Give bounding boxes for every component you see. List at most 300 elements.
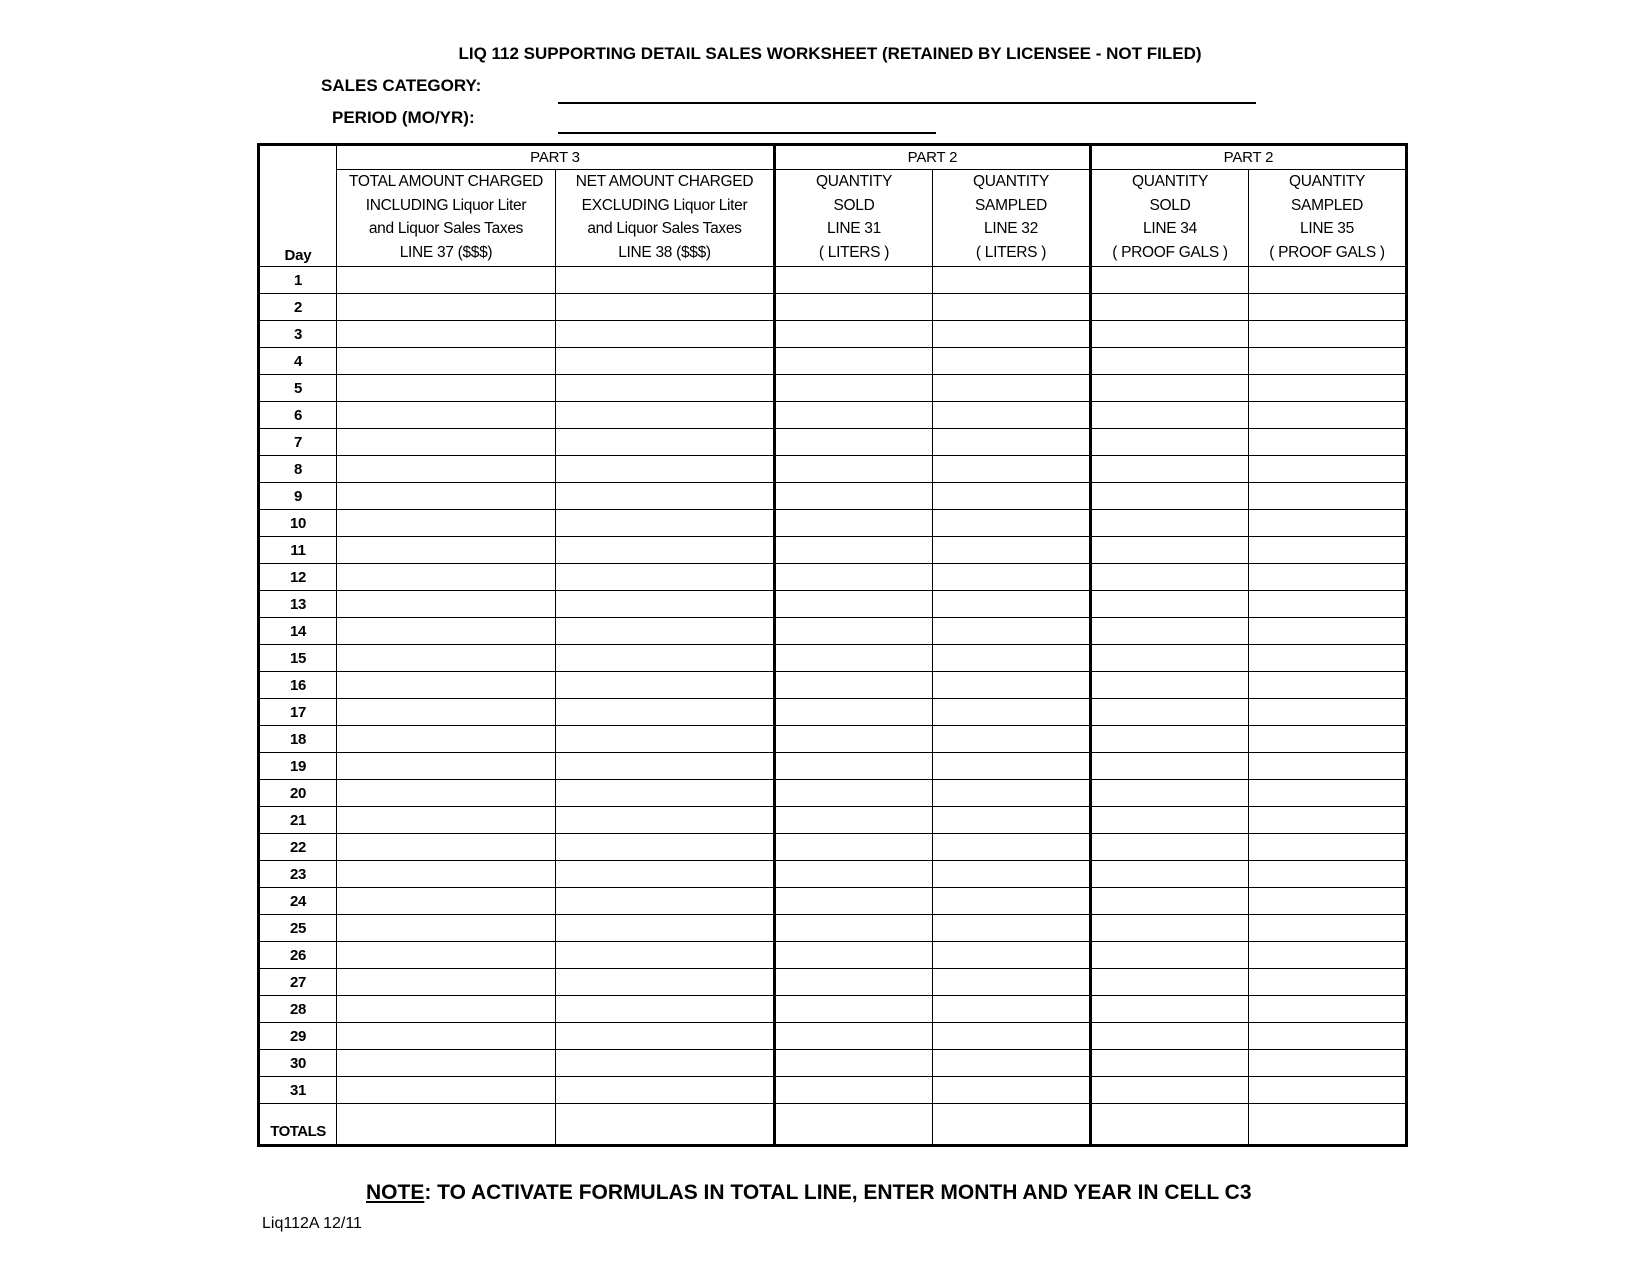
day-number: 19: [259, 753, 337, 780]
entry-cell[interactable]: [775, 942, 933, 969]
entry-cell[interactable]: [933, 753, 1091, 780]
entry-cell[interactable]: [1249, 645, 1407, 672]
entry-cell[interactable]: [337, 1023, 556, 1050]
entry-cell[interactable]: [1091, 645, 1249, 672]
entry-cell[interactable]: [933, 591, 1091, 618]
entry-cell[interactable]: [775, 294, 933, 321]
entry-cell[interactable]: [337, 510, 556, 537]
day-row: [259, 753, 1407, 780]
entry-cell[interactable]: [556, 564, 775, 591]
day-number: 11: [259, 537, 337, 564]
day-number: 24: [259, 888, 337, 915]
column-header-text: ( LITERS ): [818, 243, 890, 261]
entry-cell[interactable]: [1249, 483, 1407, 510]
entry-cell[interactable]: [1091, 969, 1249, 996]
entry-cell[interactable]: [775, 807, 933, 834]
entry-cell[interactable]: [1249, 942, 1407, 969]
day-row: [259, 618, 1407, 645]
entry-cell[interactable]: [933, 267, 1091, 294]
entry-cell[interactable]: [1249, 321, 1407, 348]
entry-cell[interactable]: [337, 537, 556, 564]
column-header-line-35: [1249, 170, 1407, 267]
entry-cell[interactable]: [775, 861, 933, 888]
day-row: [259, 699, 1407, 726]
day-row: [259, 834, 1407, 861]
day-column-header: Day: [259, 145, 337, 267]
day-row: [259, 402, 1407, 429]
entry-cell[interactable]: [556, 321, 775, 348]
day-number: 18: [259, 726, 337, 753]
entry-cell[interactable]: [1091, 402, 1249, 429]
entry-cell[interactable]: [775, 1077, 933, 1104]
entry-cell[interactable]: [556, 807, 775, 834]
entry-cell[interactable]: [337, 834, 556, 861]
column-header-text: LINE 37 ($$$): [399, 243, 493, 261]
entry-cell[interactable]: [933, 537, 1091, 564]
entry-cell[interactable]: [1091, 915, 1249, 942]
entry-cell[interactable]: [556, 1050, 775, 1077]
entry-cell[interactable]: [775, 1104, 933, 1146]
entry-cell[interactable]: [933, 1104, 1091, 1146]
column-header-line-38: [556, 170, 775, 267]
day-number: 22: [259, 834, 337, 861]
entry-cell[interactable]: [775, 591, 933, 618]
entry-cell[interactable]: [337, 429, 556, 456]
column-header-text: LINE 32: [984, 220, 1038, 237]
note-text: : TO ACTIVATE FORMULAS IN TOTAL LINE, ENTER MONTH AND YEAR IN CELL C3: [424, 1181, 1252, 1204]
entry-cell[interactable]: [1249, 726, 1407, 753]
entry-cell[interactable]: [933, 429, 1091, 456]
entry-cell[interactable]: [337, 861, 556, 888]
entry-cell[interactable]: [556, 429, 775, 456]
column-header-text: LINE 34: [1143, 220, 1197, 237]
day-row: [259, 483, 1407, 510]
day-row: [259, 996, 1407, 1023]
entry-cell[interactable]: [775, 456, 933, 483]
day-number: 7: [259, 429, 337, 456]
entry-cell[interactable]: [1091, 510, 1249, 537]
column-header-row: [259, 170, 1407, 267]
day-row: [259, 267, 1407, 294]
day-row: [259, 780, 1407, 807]
column-header-text: SOLD: [1149, 196, 1191, 214]
totals-row: [259, 1104, 1407, 1146]
column-header-text: QUANTITY: [973, 173, 1049, 190]
entry-cell[interactable]: [337, 267, 556, 294]
entry-cell[interactable]: [1249, 699, 1407, 726]
day-row: [259, 294, 1407, 321]
entry-cell[interactable]: [775, 888, 933, 915]
entry-cell[interactable]: [1091, 1077, 1249, 1104]
entry-cell[interactable]: [933, 294, 1091, 321]
entry-cell[interactable]: [556, 645, 775, 672]
entry-cell[interactable]: [556, 456, 775, 483]
entry-cell[interactable]: [556, 699, 775, 726]
entry-cell[interactable]: [556, 942, 775, 969]
entry-cell[interactable]: [1249, 564, 1407, 591]
formula-note: [366, 1181, 1252, 1205]
entry-cell[interactable]: [775, 834, 933, 861]
entry-cell[interactable]: [1249, 780, 1407, 807]
entry-cell[interactable]: [1091, 780, 1249, 807]
entry-cell[interactable]: [933, 510, 1091, 537]
entry-cell[interactable]: [1091, 321, 1249, 348]
day-row: [259, 1023, 1407, 1050]
day-number: 4: [259, 348, 337, 375]
entry-cell[interactable]: [1249, 591, 1407, 618]
entry-cell[interactable]: [933, 618, 1091, 645]
entry-cell[interactable]: [1249, 456, 1407, 483]
day-number: 5: [259, 375, 337, 402]
entry-cell[interactable]: [556, 294, 775, 321]
day-number: 26: [259, 942, 337, 969]
entry-cell[interactable]: [1091, 483, 1249, 510]
entry-cell[interactable]: [1091, 1023, 1249, 1050]
entry-cell[interactable]: [775, 1050, 933, 1077]
entry-cell[interactable]: [933, 483, 1091, 510]
entry-cell[interactable]: [337, 294, 556, 321]
column-header-text: ( PROOF GALS ): [1269, 243, 1385, 261]
entry-cell[interactable]: [933, 942, 1091, 969]
entry-cell[interactable]: [337, 321, 556, 348]
entry-cell[interactable]: [1249, 996, 1407, 1023]
entry-cell[interactable]: [337, 402, 556, 429]
entry-cell[interactable]: [556, 888, 775, 915]
day-row: [259, 456, 1407, 483]
entry-cell[interactable]: [775, 267, 933, 294]
entry-cell[interactable]: [775, 645, 933, 672]
day-row: [259, 645, 1407, 672]
entry-cell[interactable]: [1091, 753, 1249, 780]
entry-cell[interactable]: [1091, 1104, 1249, 1146]
day-row: [259, 564, 1407, 591]
entry-cell[interactable]: [933, 1023, 1091, 1050]
entry-cell[interactable]: [933, 456, 1091, 483]
entry-cell[interactable]: [1249, 1050, 1407, 1077]
note-label: NOTE: [366, 1181, 425, 1204]
entry-cell[interactable]: [556, 726, 775, 753]
entry-cell[interactable]: [337, 726, 556, 753]
part-header: PART 2: [775, 145, 1091, 170]
entry-cell[interactable]: [1091, 1050, 1249, 1077]
column-header-text: QUANTITY: [816, 173, 892, 190]
entry-cell[interactable]: [337, 1050, 556, 1077]
entry-cell[interactable]: [1091, 861, 1249, 888]
entry-cell[interactable]: [556, 996, 775, 1023]
entry-cell[interactable]: [337, 348, 556, 375]
column-header-text: INCLUDING Liquor Liter: [365, 196, 527, 214]
entry-cell[interactable]: [933, 321, 1091, 348]
day-number: 14: [259, 618, 337, 645]
column-header-text: SOLD: [833, 196, 875, 214]
entry-cell[interactable]: [775, 564, 933, 591]
entry-cell[interactable]: [775, 618, 933, 645]
entry-cell[interactable]: [1091, 699, 1249, 726]
day-number: 9: [259, 483, 337, 510]
column-header-text: NET AMOUNT CHARGED: [575, 173, 754, 190]
entry-cell[interactable]: [1091, 618, 1249, 645]
entry-cell[interactable]: [933, 402, 1091, 429]
day-number: 30: [259, 1050, 337, 1077]
day-row: [259, 321, 1407, 348]
column-header-line-31: [775, 170, 933, 267]
entry-cell[interactable]: [337, 780, 556, 807]
entry-cell[interactable]: [337, 753, 556, 780]
entry-cell[interactable]: [1091, 375, 1249, 402]
entry-cell[interactable]: [1091, 537, 1249, 564]
entry-cell[interactable]: [556, 1104, 775, 1146]
entry-cell[interactable]: [556, 375, 775, 402]
day-number: 10: [259, 510, 337, 537]
entry-cell[interactable]: [1091, 429, 1249, 456]
entry-cell[interactable]: [1249, 834, 1407, 861]
entry-cell[interactable]: [775, 321, 933, 348]
entry-cell[interactable]: [775, 915, 933, 942]
day-number: 25: [259, 915, 337, 942]
column-header-text: LINE 38 ($$$): [618, 243, 711, 261]
entry-cell[interactable]: [556, 780, 775, 807]
day-row: [259, 969, 1407, 996]
entry-cell[interactable]: [1249, 618, 1407, 645]
column-header-line-37: [337, 170, 556, 267]
entry-cell[interactable]: [1249, 861, 1407, 888]
column-header-text: TOTAL AMOUNT CHARGED: [348, 173, 544, 190]
entry-cell[interactable]: [775, 969, 933, 996]
entry-cell[interactable]: [1091, 726, 1249, 753]
entry-cell[interactable]: [1091, 456, 1249, 483]
entry-cell[interactable]: [775, 510, 933, 537]
day-number: 16: [259, 672, 337, 699]
entry-cell[interactable]: [556, 915, 775, 942]
entry-cell[interactable]: [337, 564, 556, 591]
entry-cell[interactable]: [1091, 888, 1249, 915]
sales-category-label: SALES CATEGORY:: [321, 76, 482, 95]
period-label: PERIOD (MO/YR):: [332, 108, 475, 127]
entry-cell[interactable]: [1091, 294, 1249, 321]
entry-cell[interactable]: [775, 753, 933, 780]
entry-cell[interactable]: [933, 348, 1091, 375]
part-header-row: [259, 145, 1407, 170]
part-header: PART 2: [1091, 145, 1407, 170]
entry-cell[interactable]: [1249, 537, 1407, 564]
entry-cell[interactable]: [933, 915, 1091, 942]
entry-cell[interactable]: [775, 780, 933, 807]
entry-cell[interactable]: [775, 699, 933, 726]
entry-cell[interactable]: [337, 915, 556, 942]
entry-cell[interactable]: [337, 645, 556, 672]
day-number: 13: [259, 591, 337, 618]
entry-cell[interactable]: [933, 969, 1091, 996]
entry-cell[interactable]: [933, 645, 1091, 672]
day-number: 8: [259, 456, 337, 483]
entry-cell[interactable]: [337, 996, 556, 1023]
day-number: TOTALS: [259, 1104, 337, 1146]
entry-cell[interactable]: [1249, 510, 1407, 537]
entry-cell[interactable]: [556, 1023, 775, 1050]
entry-cell[interactable]: [1249, 1104, 1407, 1146]
entry-cell[interactable]: [1091, 267, 1249, 294]
entry-cell[interactable]: [1249, 915, 1407, 942]
entry-cell[interactable]: [933, 888, 1091, 915]
entry-cell[interactable]: [1091, 834, 1249, 861]
entry-cell[interactable]: [337, 969, 556, 996]
period-field[interactable]: [558, 132, 936, 134]
entry-cell[interactable]: [556, 618, 775, 645]
day-number: 27: [259, 969, 337, 996]
entry-cell[interactable]: [933, 1077, 1091, 1104]
entry-cell[interactable]: [556, 537, 775, 564]
entry-cell[interactable]: [1249, 969, 1407, 996]
column-header-text: and Liquor Sales Taxes: [368, 220, 524, 237]
column-header-text: LINE 35: [1300, 220, 1354, 237]
day-row: [259, 672, 1407, 699]
day-number: 1: [259, 267, 337, 294]
column-header-line-32: [933, 170, 1091, 267]
entry-cell[interactable]: [556, 402, 775, 429]
entry-cell[interactable]: [337, 591, 556, 618]
entry-cell[interactable]: [933, 834, 1091, 861]
entry-cell[interactable]: [1091, 564, 1249, 591]
day-row: [259, 1077, 1407, 1104]
form-id: Liq112A 12/11: [262, 1215, 362, 1232]
day-row: [259, 726, 1407, 753]
entry-cell[interactable]: [556, 483, 775, 510]
column-header-text: ( PROOF GALS ): [1112, 243, 1228, 261]
entry-cell[interactable]: [337, 807, 556, 834]
day-row: [259, 429, 1407, 456]
entry-cell[interactable]: [775, 726, 933, 753]
day-row: [259, 915, 1407, 942]
entry-cell[interactable]: [556, 672, 775, 699]
day-row: [259, 942, 1407, 969]
day-number: 29: [259, 1023, 337, 1050]
entry-cell[interactable]: [933, 996, 1091, 1023]
day-number: 12: [259, 564, 337, 591]
day-row: [259, 1050, 1407, 1077]
entry-cell[interactable]: [933, 672, 1091, 699]
entry-cell[interactable]: [933, 780, 1091, 807]
entry-cell[interactable]: [1249, 807, 1407, 834]
entry-cell[interactable]: [1249, 375, 1407, 402]
entry-cell[interactable]: [1091, 591, 1249, 618]
entry-cell[interactable]: [933, 807, 1091, 834]
entry-cell[interactable]: [1091, 942, 1249, 969]
entry-cell[interactable]: [1249, 888, 1407, 915]
entry-cell[interactable]: [556, 753, 775, 780]
entry-cell[interactable]: [556, 510, 775, 537]
entry-cell[interactable]: [775, 429, 933, 456]
entry-cell[interactable]: [556, 267, 775, 294]
entry-cell[interactable]: [1249, 1023, 1407, 1050]
entry-cell[interactable]: [1091, 672, 1249, 699]
entry-cell[interactable]: [1249, 267, 1407, 294]
day-number: 3: [259, 321, 337, 348]
entry-cell[interactable]: [933, 375, 1091, 402]
day-number: 15: [259, 645, 337, 672]
entry-cell[interactable]: [337, 375, 556, 402]
column-header-text: QUANTITY: [1132, 173, 1208, 190]
entry-cell[interactable]: [1249, 753, 1407, 780]
entry-cell[interactable]: [775, 672, 933, 699]
day-row: [259, 510, 1407, 537]
entry-cell[interactable]: [775, 375, 933, 402]
entry-cell[interactable]: [556, 861, 775, 888]
page-title: LIQ 112 SUPPORTING DETAIL SALES WORKSHEET (RETAINED BY LICENSEE - NOT FILED): [458, 44, 1202, 63]
entry-cell[interactable]: [337, 456, 556, 483]
entry-cell[interactable]: [1091, 807, 1249, 834]
entry-cell[interactable]: [775, 402, 933, 429]
entry-cell[interactable]: [933, 861, 1091, 888]
part-header: PART 3: [337, 145, 775, 170]
entry-cell[interactable]: [775, 348, 933, 375]
entry-cell[interactable]: [933, 564, 1091, 591]
day-row: [259, 888, 1407, 915]
entry-cell[interactable]: [337, 888, 556, 915]
day-row: [259, 807, 1407, 834]
column-header-text: QUANTITY: [1289, 173, 1365, 190]
day-row: [259, 375, 1407, 402]
entry-cell[interactable]: [1249, 429, 1407, 456]
column-header-text: SAMPLED: [1291, 196, 1363, 214]
column-header-text: ( LITERS ): [975, 243, 1047, 261]
entry-cell[interactable]: [556, 834, 775, 861]
entry-cell[interactable]: [556, 1077, 775, 1104]
entry-cell[interactable]: [933, 726, 1091, 753]
entry-cell[interactable]: [1091, 348, 1249, 375]
entry-cell[interactable]: [933, 1050, 1091, 1077]
day-number: 28: [259, 996, 337, 1023]
worksheet-body: [259, 267, 1407, 1146]
day-number: 6: [259, 402, 337, 429]
day-number: 21: [259, 807, 337, 834]
column-header-text: SAMPLED: [975, 196, 1047, 214]
entry-cell[interactable]: [775, 483, 933, 510]
entry-cell[interactable]: [337, 1104, 556, 1146]
day-row: [259, 861, 1407, 888]
entry-cell[interactable]: [337, 672, 556, 699]
entry-cell[interactable]: [775, 1023, 933, 1050]
column-header-line-34: [1091, 170, 1249, 267]
entry-cell[interactable]: [1249, 672, 1407, 699]
entry-cell[interactable]: [337, 699, 556, 726]
entry-cell[interactable]: [337, 942, 556, 969]
day-row: [259, 537, 1407, 564]
day-row: [259, 348, 1407, 375]
entry-cell[interactable]: [775, 996, 933, 1023]
day-number: 2: [259, 294, 337, 321]
entry-cell[interactable]: [1249, 348, 1407, 375]
entry-cell[interactable]: [337, 618, 556, 645]
day-number: 20: [259, 780, 337, 807]
entry-cell[interactable]: [556, 348, 775, 375]
sales-category-field[interactable]: [558, 102, 1256, 104]
column-header-text: EXCLUDING Liquor Liter: [581, 196, 748, 214]
entry-cell[interactable]: [556, 591, 775, 618]
entry-cell[interactable]: [337, 1077, 556, 1104]
entry-cell[interactable]: [556, 969, 775, 996]
entry-cell[interactable]: [1249, 402, 1407, 429]
day-number: 17: [259, 699, 337, 726]
entry-cell[interactable]: [775, 537, 933, 564]
entry-cell[interactable]: [933, 699, 1091, 726]
day-row: [259, 591, 1407, 618]
entry-cell[interactable]: [337, 483, 556, 510]
sales-worksheet-table: [257, 143, 1408, 1147]
entry-cell[interactable]: [1249, 1077, 1407, 1104]
column-header-text: LINE 31: [827, 220, 881, 237]
entry-cell[interactable]: [1091, 996, 1249, 1023]
entry-cell[interactable]: [1249, 294, 1407, 321]
